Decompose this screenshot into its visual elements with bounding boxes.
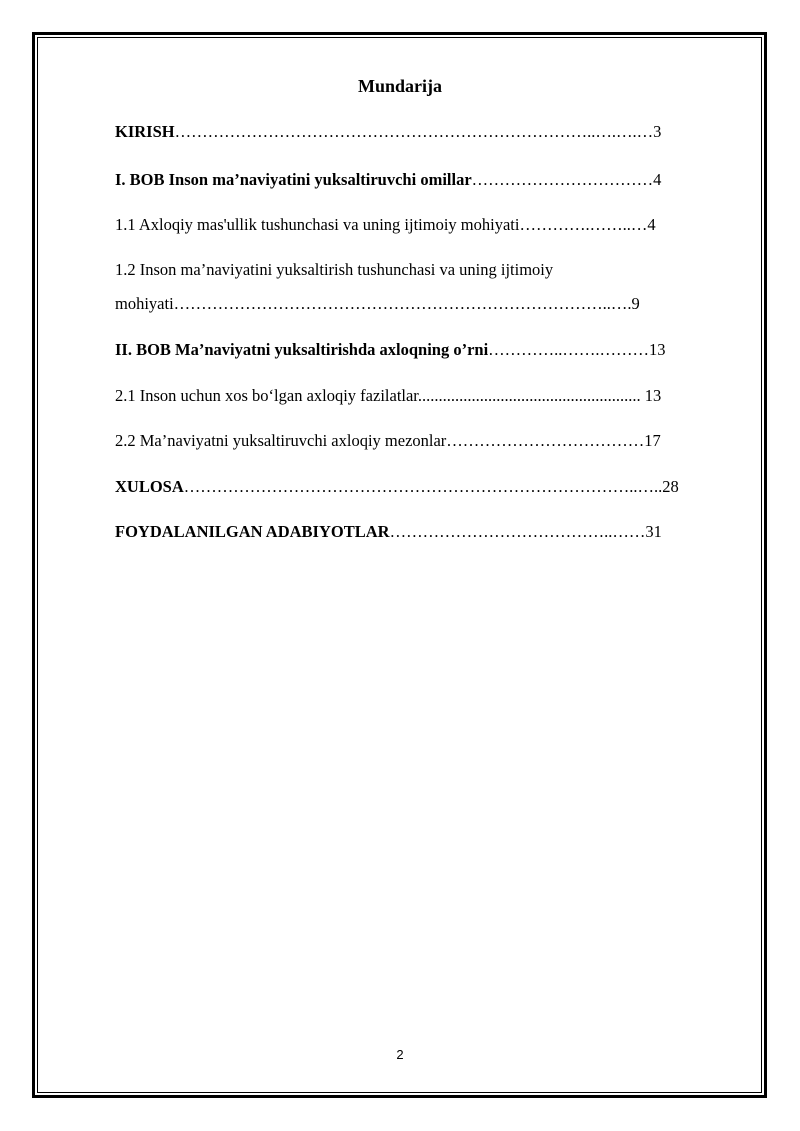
toc-entry-2-2[interactable] xyxy=(115,430,740,452)
toc-entry-1-1[interactable] xyxy=(115,214,740,236)
toc-leader-dots: …………………………………………………………………..….….… xyxy=(174,122,654,141)
toc-leader-dots: …………..…….……… xyxy=(488,340,650,359)
toc-entry-label: I. BOB Inson ma’naviyatini yuksaltiruvchi omillar xyxy=(115,170,472,189)
toc-page-number: 17 xyxy=(644,431,661,450)
toc-entry-1-2-line1[interactable] xyxy=(115,259,740,281)
toc-page-number: 9 xyxy=(631,294,640,313)
toc-entry-bob-2[interactable] xyxy=(115,339,740,361)
toc-entry-label: FOYDALANILGAN ADABIYOTLAR xyxy=(115,522,390,541)
toc-entry-kirish[interactable] xyxy=(115,121,740,143)
toc-page-number: 4 xyxy=(647,215,656,234)
toc-entry-2-1[interactable] xyxy=(115,385,740,407)
toc-entry-bob-1[interactable] xyxy=(115,169,740,191)
toc-page-number: 28 xyxy=(662,477,679,496)
toc-entry-label: 1.1 Axloqiy mas'ullik tushunchasi va uning ijtimoiy mohiyati xyxy=(115,215,520,234)
page-border-inner xyxy=(37,37,762,1093)
toc-entry-label: 2.1 Inson uchun xos bo‘lgan axloqiy fazilatlar xyxy=(115,386,418,405)
toc-leader-dots: …………………………………..…… xyxy=(389,522,646,541)
toc-page-number: 3 xyxy=(653,122,662,141)
toc-entry-label-continued: mohiyati xyxy=(115,294,174,313)
toc-page-number: 4 xyxy=(653,170,662,189)
toc-page-number: 31 xyxy=(645,522,662,541)
page-title: Mundarija xyxy=(357,76,442,96)
toc-entry-label: 2.2 Ma’naviyatni yuksaltiruvchi axloqiy mezonlar xyxy=(115,431,447,450)
toc-entry-label: II. BOB Ma’naviyatni yuksaltirishda axloqning o’rni xyxy=(115,340,489,359)
toc-entry-label: 1.2 Inson ma’naviyatini yuksaltirish tushunchasi va uning ijtimoiy xyxy=(115,260,554,279)
toc-entry-xulosa[interactable] xyxy=(115,476,740,498)
toc-page-number: 13 xyxy=(649,340,666,359)
toc-entry-label: XULOSA xyxy=(115,477,184,496)
toc-leader-dots: ...................................................... xyxy=(417,386,645,405)
toc-leader-dots: ………….……..… xyxy=(519,215,648,234)
toc-entry-1-2-line2[interactable] xyxy=(115,293,740,315)
toc-leader-dots: ……………………………………………………………………..…. xyxy=(173,294,632,313)
toc-leader-dots: ……………………………… xyxy=(446,431,645,450)
toc-leader-dots: …………………………… xyxy=(471,170,654,189)
toc-entry-label: KIRISH xyxy=(115,122,175,141)
toc-entry-adabiyotlar[interactable] xyxy=(115,521,740,543)
toc-leader-dots: ………………………………………………………………………..….. xyxy=(183,477,663,496)
page-footer-number: 2 xyxy=(396,1047,404,1062)
toc-page-number: 13 xyxy=(644,386,662,405)
